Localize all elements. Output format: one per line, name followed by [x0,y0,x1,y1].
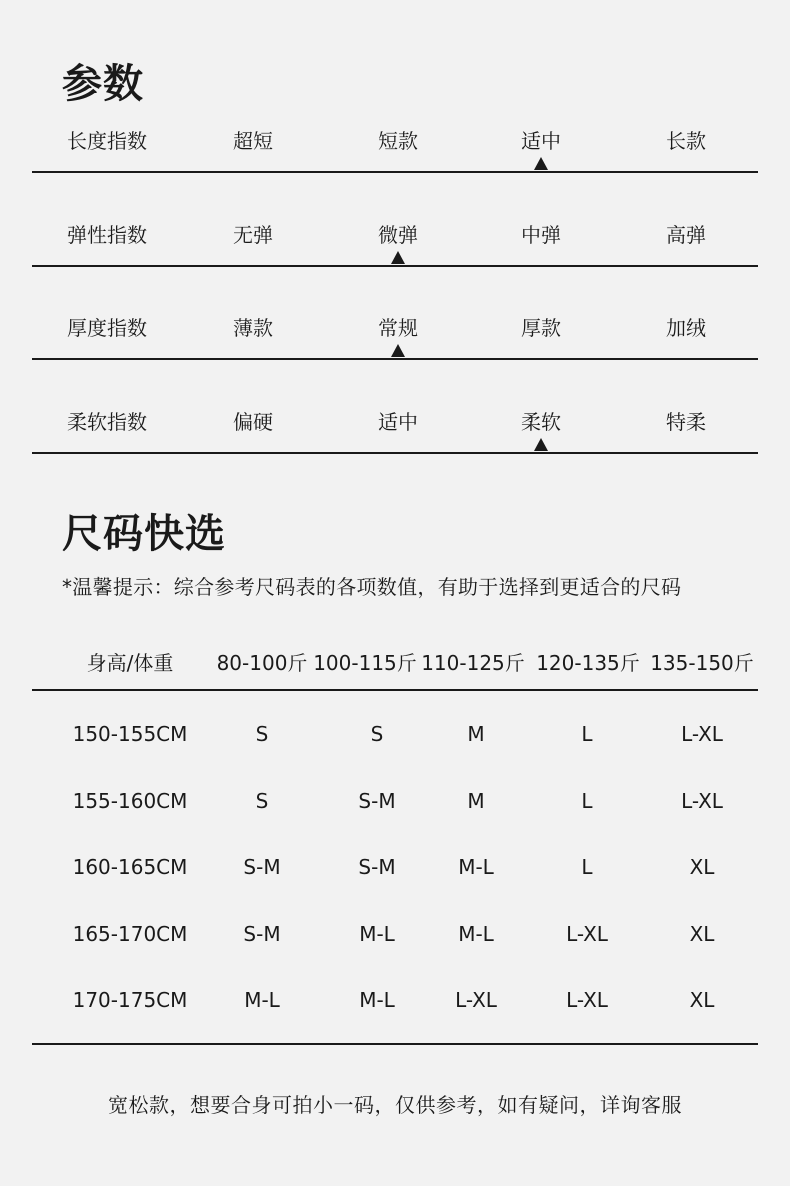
param-divider [32,265,758,267]
size-cell: XL [689,988,715,1012]
size-cell: L-XL [681,789,723,813]
param-option: 厚款 [521,316,561,340]
size-cell: L-XL [566,922,608,946]
param-row-length [0,128,790,222]
size-cell: L-XL [455,988,497,1012]
size-cell: XL [689,855,715,879]
param-row-elasticity [0,222,790,316]
selected-triangle-icon [534,438,548,451]
size-cell: M-L [244,988,280,1012]
size-cell: L [581,855,593,879]
param-option: 适中 [378,410,418,434]
param-option: 偏硬 [233,410,273,434]
param-option: 无弹 [233,223,273,247]
param-row-softness [0,409,790,503]
param-option: 加绒 [666,316,706,340]
param-option: 短款 [378,129,418,153]
size-cell: S [255,722,269,746]
size-title: 尺码快选 [62,511,226,557]
params-title: 参数 [62,61,144,107]
row-height: 170-175CM [72,988,188,1012]
header-weight-range: 135-150斤 [650,651,754,675]
row-height: 150-155CM [72,722,188,746]
param-option-selected: 适中 [521,129,561,153]
table-top-rule [32,689,758,691]
size-tip: *温馨提示：综合参考尺码表的各项数值，有助于选择到更适合的尺码 [62,575,682,599]
size-cell: M-L [359,922,395,946]
param-option: 特柔 [666,410,706,434]
header-weight-range: 100-115斤 [313,651,417,675]
size-cell: M-L [458,855,494,879]
size-cell: L [581,722,593,746]
param-option: 薄款 [233,316,273,340]
table-row [0,721,790,751]
selected-triangle-icon [391,344,405,357]
param-label: 柔软指数 [67,410,147,434]
header-height-weight: 身高/体重 [86,651,174,675]
param-divider [32,358,758,360]
size-cell: L-XL [566,988,608,1012]
size-table-header [0,650,790,680]
param-divider [32,171,758,173]
param-label: 厚度指数 [67,316,147,340]
size-cell: M-L [458,922,494,946]
param-label: 弹性指数 [67,223,147,247]
param-option-selected: 柔软 [521,410,561,434]
param-label: 长度指数 [67,129,147,153]
size-cell: S-M [358,855,396,879]
row-height: 160-165CM [72,855,188,879]
param-option: 长款 [666,129,706,153]
footer-note: 宽松款，想要合身可拍小一码，仅供参考，如有疑问，详询客服 [108,1093,682,1117]
size-cell: S-M [243,855,281,879]
param-option-selected: 常规 [378,316,418,340]
table-row [0,854,790,884]
selected-triangle-icon [534,157,548,170]
header-weight-range: 110-125斤 [421,651,525,675]
param-option: 高弹 [666,223,706,247]
row-height: 165-170CM [72,922,188,946]
param-option: 超短 [233,129,273,153]
size-cell: XL [689,922,715,946]
size-cell: L [581,789,593,813]
size-cell: M-L [359,988,395,1012]
table-row [0,788,790,818]
param-option: 中弹 [521,223,561,247]
size-cell: M [467,722,485,746]
table-row [0,921,790,951]
param-option-selected: 微弹 [378,223,418,247]
size-cell: L-XL [681,722,723,746]
param-row-thickness [0,315,790,409]
size-cell: S [255,789,269,813]
header-weight-range: 80-100斤 [216,651,308,675]
size-cell: S [370,722,384,746]
size-cell: S-M [243,922,281,946]
selected-triangle-icon [391,251,405,264]
table-bottom-rule [32,1043,758,1045]
table-row [0,987,790,1017]
row-height: 155-160CM [72,789,188,813]
size-cell: M [467,789,485,813]
header-weight-range: 120-135斤 [536,651,640,675]
param-divider [32,452,758,454]
size-cell: S-M [358,789,396,813]
